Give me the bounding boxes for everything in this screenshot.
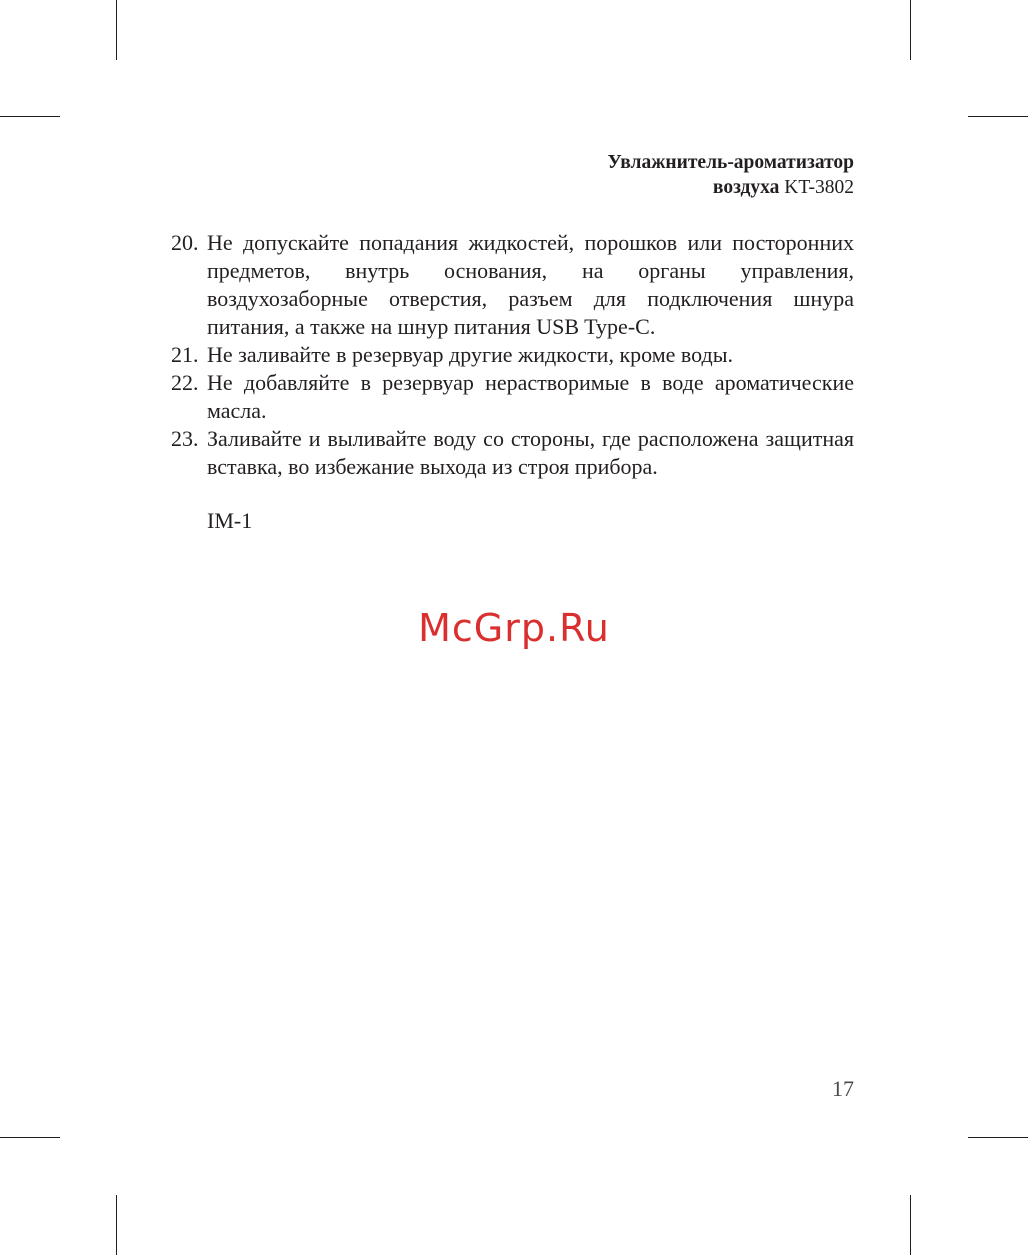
header-title: Увлажнитель-ароматизатор <box>607 152 854 173</box>
list-item <box>171 341 854 369</box>
crop-mark-left-top <box>0 116 60 117</box>
crop-mark-right-bottom <box>968 1137 1028 1138</box>
list-item <box>171 369 854 425</box>
item-number: 23. <box>171 426 199 451</box>
watermark: McGrp.Ru <box>418 606 610 650</box>
crop-mark-left-bottom <box>0 1137 60 1138</box>
crop-mark-top-right <box>910 0 911 60</box>
crop-mark-bottom-right <box>910 1195 911 1255</box>
item-number: 21. <box>171 342 199 367</box>
item-text: Не добавляйте в резервуар нерастворимые в воде ароматические масла. <box>207 370 854 423</box>
list-item <box>171 425 854 481</box>
header-title-cont: воздуха <box>712 177 780 198</box>
header-model: KT-3802 <box>784 177 854 198</box>
crop-mark-bottom-left <box>116 1195 117 1255</box>
page-number: 17 <box>832 1076 854 1101</box>
item-number: 22. <box>171 370 199 395</box>
instructions-list <box>171 229 854 481</box>
document-code: IM-1 <box>207 508 253 533</box>
crop-mark-top-left <box>116 0 117 60</box>
list-item <box>171 229 854 341</box>
crop-mark-right-top <box>968 116 1028 117</box>
item-number: 20. <box>171 230 199 255</box>
item-text: Заливайте и выливайте воду со стороны, где расположена защитная вставка, во избежание выхода из строя прибора. <box>207 426 854 479</box>
running-header <box>608 150 854 200</box>
item-text: Не допускайте попадания жидкостей, порошков или посторонних предметов, внутрь основания, на органы управления, воздухозаборные отверстия, разъем для подключения шнура питания, а также на шнур питания USB Type-C. <box>207 230 854 339</box>
item-text: Не заливайте в резервуар другие жидкости, кроме воды. <box>207 342 733 367</box>
